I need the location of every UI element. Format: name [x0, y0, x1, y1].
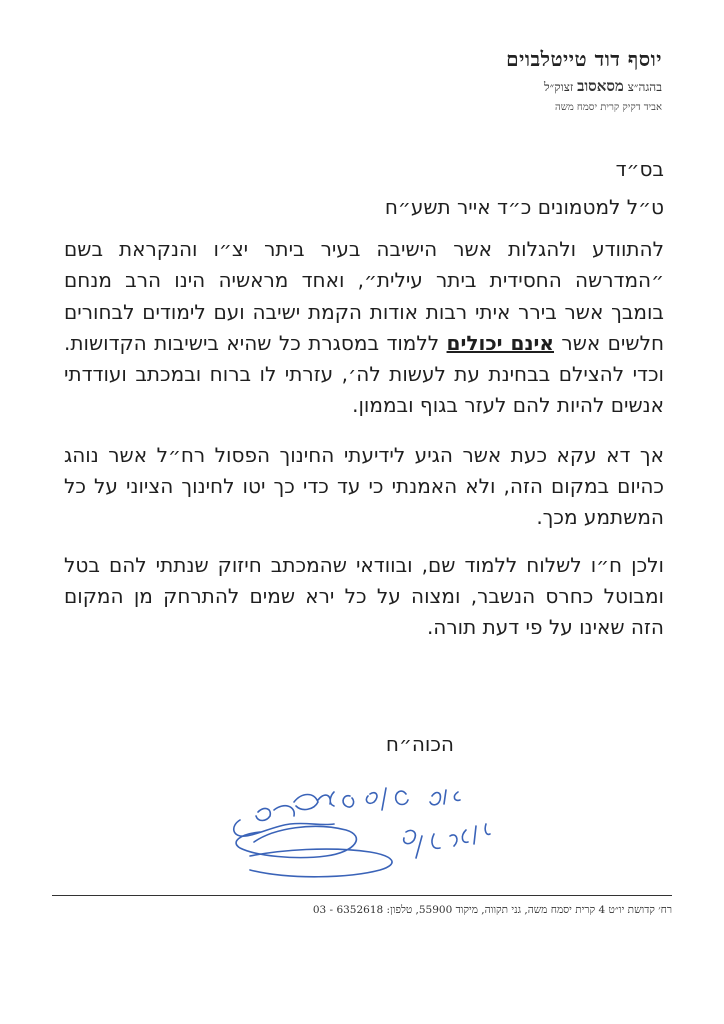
handwritten-signature	[210, 780, 510, 890]
letter-date: ט״ל למטמונים כ״ד אייר תשע״ח	[384, 195, 664, 219]
letterhead-subtitle	[402, 76, 662, 97]
footer-address: רח׳ קדושת יו״ט 4 קרית יסמח משה, גני תקווה, מיקוד 55900, טלפון: 6352618 - 03	[312, 904, 672, 916]
bsd-heading: בס״ד	[615, 157, 664, 181]
paragraph-1	[64, 234, 664, 422]
paragraph-3: ולכן ח״ו לשלוח ללמוד שם, ובוודאי שהמכתב חיזוק שנתתי להם בטל ומבוטל כחרס הנשבר, ומצוה על כל ירא שמים להתרחק מן המקום הזה שאינו על פי דעת תורה.	[64, 552, 664, 640]
letterhead	[402, 46, 662, 117]
footer-rule	[52, 895, 672, 896]
paragraph-1-text-b: ללמוד במסגרת כל שהיא בישיבות הקדושות. וכדי להצילם בבחינת עת לעשות לה׳, עזרתי לו ברוח ובמכתב ועודדתי אנשים להיות להם לעזר בגוף ובממון.	[64, 330, 664, 418]
closing-line: הכוה״ח	[385, 732, 454, 756]
paragraph-1-emphasis: אינם יכולים	[446, 330, 554, 355]
letterhead-subtitle-suffix: זצוק״ל	[543, 80, 574, 94]
letterhead-address: אביד דקיק קרית יסמח משה	[554, 102, 662, 113]
paragraph-2: אך דא עקא כעת אשר הגיע לידיעתי החינוך הפסול רח״ל אשר נוהג כהיום במקום הזה, ולא האמנתי כי עד כדי כך יטו לחינוך הציוני על כל המשתמע מכך.	[64, 442, 664, 530]
letterhead-name: יוסף דוד טייטלבוים	[506, 47, 662, 71]
letterhead-subtitle-prefix: בהגה״צ	[627, 80, 662, 94]
letterhead-subtitle-name: מסאסוב	[577, 77, 624, 95]
letter-body	[64, 152, 664, 644]
paragraph-1-text-a: להתוודע ולהגלות אשר הישיבה בעיר ביתר יצ״ו והנקראת בשם ״המדרשה החסידית ביתר עילית״, ואחד מראשיה הינו הרב מנחם בומבך אשר בירר איתי רבות אודות הקמת ישיבה ועם לימודים לבחורים חלשים אשר	[64, 237, 665, 355]
